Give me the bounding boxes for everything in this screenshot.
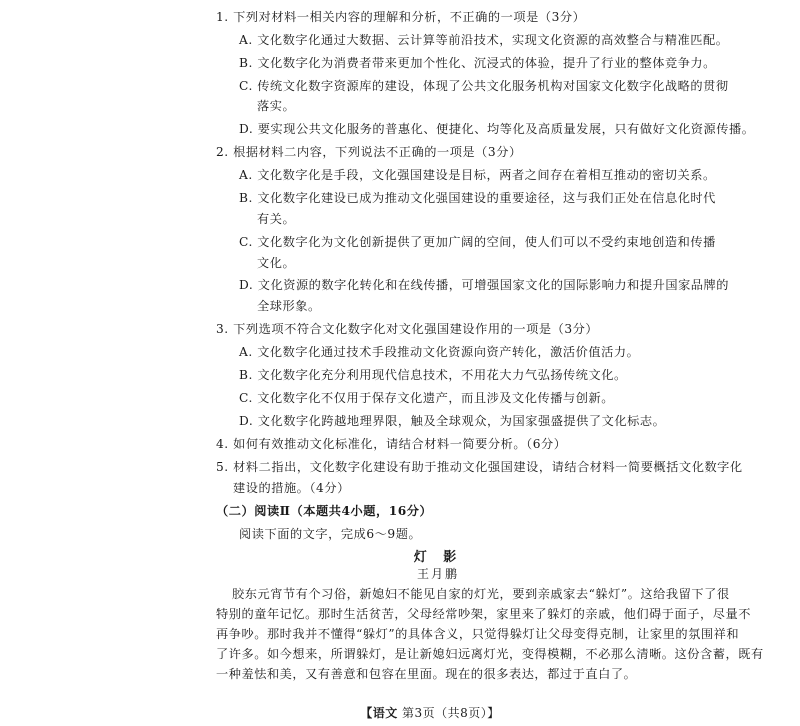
article-p1-line2: 特别的童年记忆。那时生活贫苦，父母经常吵架，家里来了躲灯的亲戚，他们碍于面子，尽量不	[216, 607, 751, 621]
q2-option-d: D. 文化资源的数字化转化和在线传播，可增强国家文化的国际影响力和提升国家品牌的	[239, 278, 730, 292]
footer-page-info: 第3页（共8页）】	[402, 706, 500, 720]
q2-option-c: C. 文化数字化为文化创新提供了更加广阔的空间，使人们可以不受约束地创造和传播	[239, 235, 716, 249]
q2-stem: 2. 根据材料二内容，下列说法不正确的一项是（3分）	[216, 145, 522, 159]
q1-option-c-cont: 落实。	[257, 99, 296, 113]
q3-option-b: B. 文化数字化充分利用现代信息技术，不用花大力气弘扬传统文化。	[239, 368, 627, 382]
q5-stem: 5. 材料二指出，文化数字化建设有助于推动文化强国建设，请结合材料一简要概括文化数字化	[216, 460, 743, 474]
q1-option-b: B. 文化数字化为消费者带来更加个性化、沉浸式的体验，提升了行业的整体竞争力。	[239, 56, 716, 70]
q1-option-a: A. 文化数字化通过大数据、云计算等前沿技术，实现文化资源的高效整合与精准匹配。	[239, 33, 729, 47]
q4-stem: 4. 如何有效推动文化标准化，请结合材料一简要分析。（6分）	[216, 437, 567, 451]
q2-option-b-cont: 有关。	[257, 212, 296, 226]
q1-stem: 1. 下列对材料一相关内容的理解和分析，不正确的一项是（3分）	[216, 10, 586, 24]
q2-option-c-cont: 文化。	[257, 256, 296, 270]
page-footer	[30, 704, 800, 721]
q2-option-b: B. 文化数字化建设已成为推动文化强国建设的重要途径，这与我们正处在信息化时代	[239, 191, 716, 205]
article-p1-line4: 了许多。如今想来，所谓躲灯，是让新媳妇远离灯光，变得模糊，不必那么清晰。这份含蓄，既有	[216, 647, 764, 661]
q2-option-a: A. 文化数字化是手段，文化强国建设是目标，两者之间存在着相互推动的密切关系。	[239, 168, 716, 182]
q3-option-a: A. 文化数字化通过技术手段推动文化资源向资产转化，激活价值活力。	[239, 345, 640, 359]
q5-stem-cont: 建设的措施。（4分）	[233, 481, 350, 495]
article-p1-line1: 胶东元宵节有个习俗，新媳妇不能见自家的灯光，要到亲戚家去“躲灯”。这给我留下了很	[232, 587, 730, 601]
reading-section-title: （二）阅读Ⅱ（本题共4小题，16分）	[216, 504, 433, 518]
reading-instruction: 阅读下面的文字，完成6～9题。	[239, 527, 422, 541]
footer-subject: 【语文	[360, 706, 398, 720]
q3-option-d: D. 文化数字化跨越地理界限，触及全球观众，为国家强盛提供了文化标志。	[239, 414, 666, 428]
article-author: 王月鹏	[416, 567, 459, 581]
article-p1-line5: 一种羞怯和美，又有善意和包容在里面。现在的很多表达，都过于直白了。	[216, 667, 637, 681]
q3-option-c: C. 文化数字化不仅用于保存文化遗产，而且涉及文化传播与创新。	[239, 391, 614, 405]
q1-option-c: C. 传统文化数字资源库的建设，体现了公共文化服务机构对国家文化数字化战略的贯彻	[239, 79, 729, 93]
article-p1-line3: 再争吵。那时我并不懂得“躲灯”的具体含义，只觉得躲灯让父母变得克制，让家里的氛围祥和	[216, 627, 740, 641]
q2-option-d-cont: 全球形象。	[257, 299, 321, 313]
q3-stem: 3. 下列选项不符合文化数字化对文化强国建设作用的一项是（3分）	[216, 322, 599, 336]
q1-option-d: D. 要实现公共文化服务的普惠化、便捷化、均等化及高质量发展，只有做好文化资源传播。	[239, 122, 755, 136]
article-title: 灯 影	[413, 550, 463, 565]
